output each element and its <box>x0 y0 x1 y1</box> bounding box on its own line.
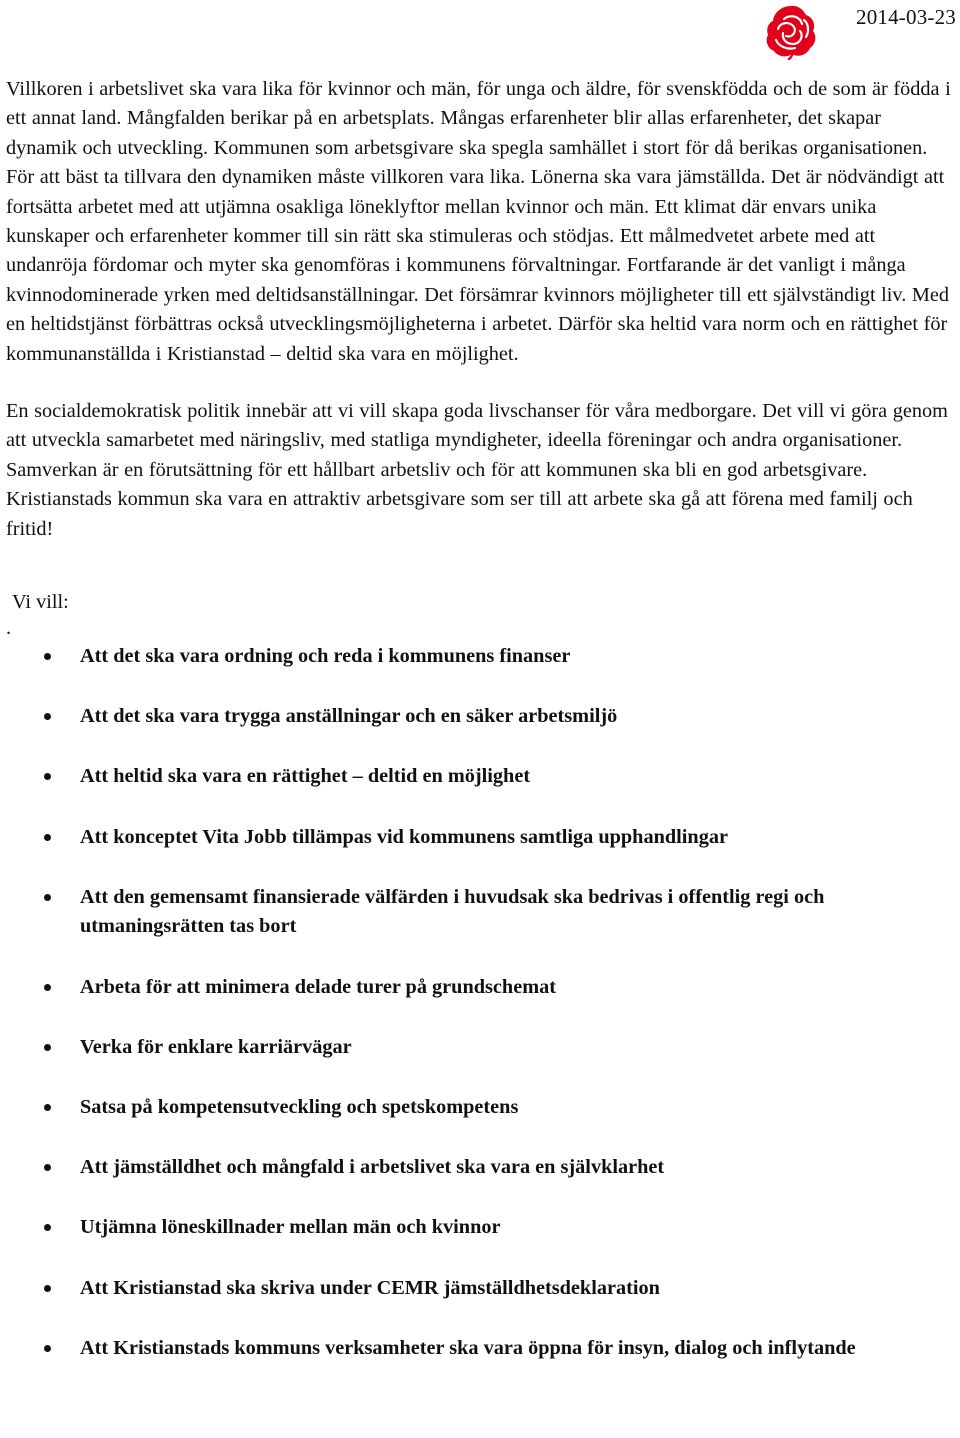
list-item <box>6 1093 956 1123</box>
list-item <box>6 1153 956 1183</box>
list-item-text: Satsa på kompetensutveckling och spetskompetens <box>80 1096 519 1118</box>
list-item <box>6 883 956 942</box>
page-header <box>0 0 960 60</box>
list-item-text: Att jämställdhet och mångfald i arbetslivet ska vara en självklarhet <box>80 1156 665 1179</box>
list-item <box>6 642 956 672</box>
bullet-icon <box>44 1224 51 1231</box>
bullet-icon <box>44 773 51 780</box>
bullet-icon <box>44 653 51 660</box>
list-item-text: Att Kristianstads kommuns verksamheter ska vara öppna för insyn, dialog och inflytande <box>80 1336 856 1359</box>
list-item-text: Att Kristianstad ska skriva under CEMR jämställdhetsdeklaration <box>80 1276 660 1299</box>
bullet-icon <box>44 984 51 991</box>
bullet-icon <box>44 713 51 720</box>
list-item-text: Arbeta för att minimera delade turer på grundschemat <box>80 975 556 998</box>
bullet-icon <box>44 1104 51 1111</box>
rose-logo-icon <box>762 2 820 60</box>
bullet-icon <box>44 1345 51 1352</box>
document-body <box>6 75 956 1394</box>
policy-paragraph: En socialdemokratisk politik innebär att vi vill skapa goda livschanser för våra medborgare. Det vill vi göra genom att utveckla samarbetet med näringsliv, med statliga myndigheter, ideella föreningar och andra organisationer. Samverkan är en förutsättning för ett hållbart arbetsliv och för att kommunen ska bli en god arbetsgivare. Kristianstads kommun ska vara en attraktiv arbetsgivare som ser till att arbete ska gå att förena med familj och fritid! <box>6 400 948 540</box>
list-item <box>6 1274 956 1304</box>
list-item <box>6 1033 956 1063</box>
list-item-text: Utjämna löneskillnader mellan män och kvinnor <box>80 1216 501 1239</box>
list-item <box>6 1334 956 1364</box>
intro-paragraph: Villkoren i arbetslivet ska vara lika för kvinnor och män, för unga och äldre, för svenskfödda och de som är födda i ett annat land. Mångfalden berikar på en arbetsplats. Mångas erfarenheter blir allas erfarenheter, det skapar dynamik och utveckling. Kommunen som arbetsgivare ska spegla samhället i stort för då berikas organisationen. För att bäst ta tillvara den dynamiken måste villkoren vara lika. Lönerna ska vara jämställda. Det är nödvändigt att fortsätta arbetet med att utjämna osakliga löneklyftor mellan kvinnor och män. Ett klimat där envars unika kunskaper och erfarenheter kommer till sin rätt ska stimuleras och stödjas. Ett målmedvetet arbete med att undanröja fördomar och myter ska genomföras i kommunens förvaltningar. Fortfarande är det vanligt i många kvinnodominerade yrken med deltidsanställningar. Det försämrar kvinnors möjligheter till ett självständigt liv. Med en heltidstjänst förbättras också utvecklingsmöjligheterna i arbetet. Därför ska heltid vara norm och en rättighet för kommunanställda i Kristianstad – deltid ska vara en möjlighet. <box>6 78 951 365</box>
list-item <box>6 762 956 792</box>
bullet-icon <box>44 834 51 841</box>
list-item <box>6 1213 956 1243</box>
list-item <box>6 973 956 1003</box>
list-item-text: Att konceptet Vita Jobb tillämpas vid kommunens samtliga upphandlingar <box>80 825 728 848</box>
list-item-text: Att den gemensamt finansierade välfärden i huvudsak ska bedrivas i offentlig regi och utmaningsrätten tas bort <box>80 885 825 938</box>
list-item <box>6 823 956 853</box>
list-item-text: Verka för enklare karriärvägar <box>80 1035 352 1058</box>
bullet-icon <box>44 1285 51 1292</box>
vi-vill-heading: Vi vill: <box>12 591 69 614</box>
list-item-text: Att det ska vara ordning och reda i kommunens finanser <box>80 645 571 668</box>
list-item-text: Att heltid ska vara en rättighet – deltid en möjlighet <box>80 765 531 788</box>
bullet-icon <box>44 1044 51 1051</box>
list-item <box>6 702 956 732</box>
bullet-icon <box>44 1164 51 1171</box>
document-date: 2014-03-23 <box>856 5 956 29</box>
stray-dot: . <box>6 617 12 640</box>
bullet-icon <box>44 894 51 901</box>
rose-logo-graphic <box>762 2 820 60</box>
list-item-text: Att det ska vara trygga anställningar och en säker arbetsmiljö <box>80 705 618 728</box>
goals-list <box>6 642 956 1363</box>
